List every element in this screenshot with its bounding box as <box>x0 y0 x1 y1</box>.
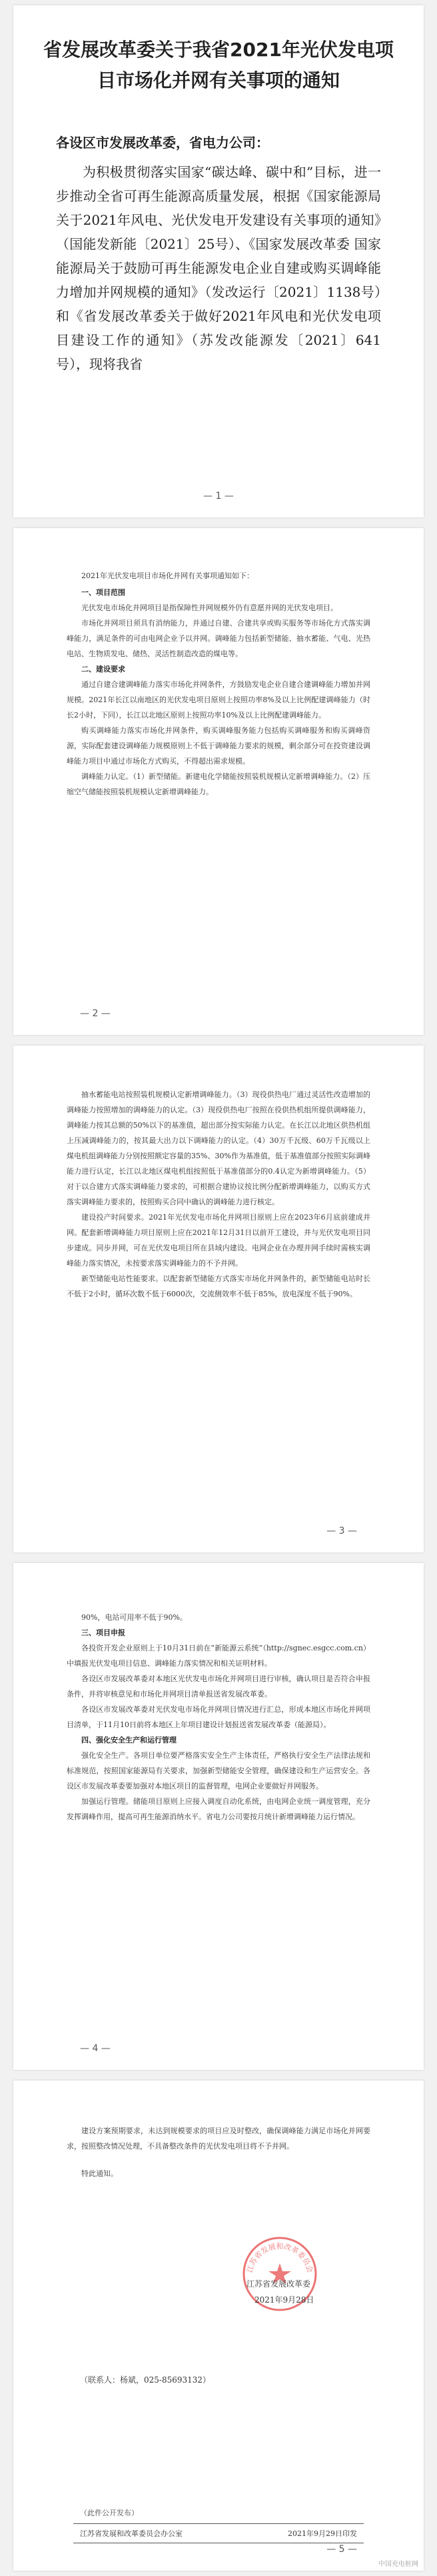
contact-info: （联系人：杨斌，025-85693132） <box>80 2375 211 2385</box>
disclosure-note: （此件公开发布） <box>80 2509 139 2517</box>
page-number: — 2 — <box>80 1008 111 1019</box>
paragraph: 市场化并网项目须具有消纳能力，并通过自建、合建共享或购买服务等市场化方式落实调峰能力，满足条件的可由电网企业予以并网。调峰能力包括新型储能、抽水蓄能、气电、光热电站、生物质发电、储热、灵活性制造改造的煤电等。 <box>67 619 370 658</box>
section-heading: 四、强化安全生产和运行管理 <box>81 1736 177 1744</box>
section-heading: 一、项目范围 <box>81 588 125 597</box>
issuance-footer <box>73 2523 364 2543</box>
paragraph: 新型储能电站性能要求。以配套新型储能方式落实市场化并网条件的，新型储能电站时长不低于2小时，循环次数不低于6000次，交流侧效率不低于85%，放电深度不低于90%。 <box>67 1274 370 1298</box>
closing-line: 特此通知。 <box>81 2169 118 2178</box>
signing-date: 2021年9月28日 <box>254 2295 314 2305</box>
paragraph: 90%，电站可用率不低于90%。 <box>81 1613 187 1622</box>
notice-intro: 2021年光伏发电项目市场化并网有关事项通知如下： <box>81 571 254 580</box>
document-page-1 <box>13 5 424 517</box>
paragraph: 购买调峰能力落实市场化并网条件，购买调峰服务能力包括购买调峰服务和购买调峰资源，实际配套建设调峰能力规模原则上不低于调峰能力要求的规模，剩余部分可在投资建设调峰能力项目中通过市场化方式购买，不得超出需求规模。 <box>67 726 370 766</box>
document-page-2 <box>13 528 424 1035</box>
issuing-office: 江苏省发展和改革委员会办公室 <box>80 2529 183 2538</box>
paragraph: 建设方案预期要求，未达到规模要求的项目应及时整改，确保调峰能力满足市场化并网要求，按照整改情况处理，不具备整改条件的光伏发电项目将不予并网。 <box>67 2127 370 2151</box>
paragraph: 通过自建合建调峰能力落实市场化并网条件，方鼓励发电企业自建合建调峰能力增加并网规模。2021年长江以南地区的光伏发电项目原则上按照功率8%及以上比例配建调峰能力（时长2小时，下同），长江以北地区原则上按照功率10%及以上比例配建调峰能力。 <box>67 680 370 720</box>
paragraph: 各设区市发展改革委对本地区光伏发电市场化并网项目进行审核，确认项目是否符合申报条件，并将审核意见和市场化并网项目清单报送省发展改革委。 <box>67 1674 370 1698</box>
section-heading: 二、建设要求 <box>81 665 125 674</box>
paragraph: 建设投产时间要求。2021年光伏发电市场化并网项目原则上应在2023年6月底前建成并网。配套新增调峰能力项目原则上应在2021年12月31日以前开工建设，并与光伏发电项目同步建成。同步并网，可在光伏发电项目所在县域内建设。电网企业在办理并网手续时需核实调峰能力落实情况，未按要求落实调峰能力的不予并网。 <box>67 1213 370 1268</box>
document-page-5 <box>13 2081 424 2571</box>
salutation: 各设区市发展改革委，省电力公司： <box>56 135 269 151</box>
document-title: 省发展改革委关于我省2021年光伏发电项目市场化并网有关事项的通知 <box>43 39 394 91</box>
site-watermark: 中国充电桩网 <box>378 2561 418 2568</box>
page-number: — 4 — <box>80 2043 111 2054</box>
issue-date: 2021年9月29日印发 <box>288 2529 357 2538</box>
page-number: — 3 — <box>326 1526 357 1536</box>
paragraph: 调峰能力认定。（1）新型储能。新建电化学储能按照装机规模认定新增调峰能力。（2）压缩空气储能按照装机规模认定新增调峰能力。 <box>67 772 370 796</box>
paragraph: 加强运行管理。储能项目原则上应接入调度自动化系统，由电网企业统一调度管理，充分发挥调峰作用，提高可再生能源消纳水平。省电力公司要按月统计新增调峰能力运行情况。 <box>67 1797 370 1821</box>
paragraph: 强化安全生产。各项目单位要严格落实安全生产主体责任，严格执行安全生产法律法规和标准规范，按照国家能源局有关要求，加强新型储能安全管理，确保建设和生产运营安全。各设区市发展改革委要加强对本地区项目的监督管理，电网企业要做好并网服务。 <box>67 1751 370 1790</box>
seal-text: 江苏省发展和改革委员会 <box>245 2242 314 2274</box>
section-heading: 三、项目申报 <box>81 1628 125 1637</box>
signing-organization: 江苏省发展改革委 <box>246 2279 311 2289</box>
paragraph: 各投资开发企业原则上于10月31日前在“新能源云系统”（http://sgnec.esgcc.com.cn）中填报光伏发电项目信息、调峰能力落实情况和相关证明材料。 <box>67 1644 370 1668</box>
intro-paragraph: 为积极贯彻落实国家“碳达峰、碳中和”目标，进一步推动全省可再生能源高质量发展，根据《国家能源局关于2021年风电、光伏发电开发建设有关事项的通知》（国能发新能〔2021〕25号）、《国家发展改革委 国家能源局关于鼓励可再生能源发电企业自建或购买调峰能力增加并网规模的通知》（发改运行〔2021〕1138号）和《省发展改革委关于做好2021年风电和光伏发电项目建设工作的通知》（苏发改能源发〔2021〕641号），现将我省 <box>56 164 381 372</box>
paragraph: 光伏发电市场化并网项目是指保障性并网规模外仍有意愿并网的光伏发电项目。 <box>81 603 338 612</box>
paragraph: 各设区市发展改革委对光伏发电市场化并网项目情况进行汇总，形成本地区市场化并网项目清单，于11月10日前将本地区上年项目建设计划报送省发展改革委（能源局）。 <box>67 1705 370 1729</box>
document-page-4 <box>13 1563 424 2070</box>
document-page-3 <box>13 1046 424 1552</box>
page-number: — 1 — <box>203 491 234 501</box>
paragraph: 抽水蓄能电站按照装机规模认定新增调峰能力。（3）现役供热电厂通过灵活性改造增加的调峰能力按照增加的调峰能力的认定。（3）现役供热电厂按照在役供热机组所提供调峰能力，调峰能力按其总额的50%以下的基准值，超出部分按实际能力认定。在长江以北地区供热机组上压减调峰能力的，按其最大出力以下调峰能力的认定。（4）30万千瓦级、60万千瓦级以上煤电机组调峰能力分别按照额定容量的35%、30%作为基准值，低于基准值部分按照实际调峰能力进行认定，长江以北地区煤电机组按照低于基准值部分的0.4认定为新增调峰能力。（5）对于以合建方式落实调峰能力要求的，可根据合建协议按比例分配新增调峰能力，以购买方式落实调峰能力要求的，按照购买合同中确认的调峰能力进行核定。 <box>67 1090 370 1206</box>
signature-block <box>233 2234 366 2327</box>
page-number: — 5 — <box>326 2544 357 2555</box>
